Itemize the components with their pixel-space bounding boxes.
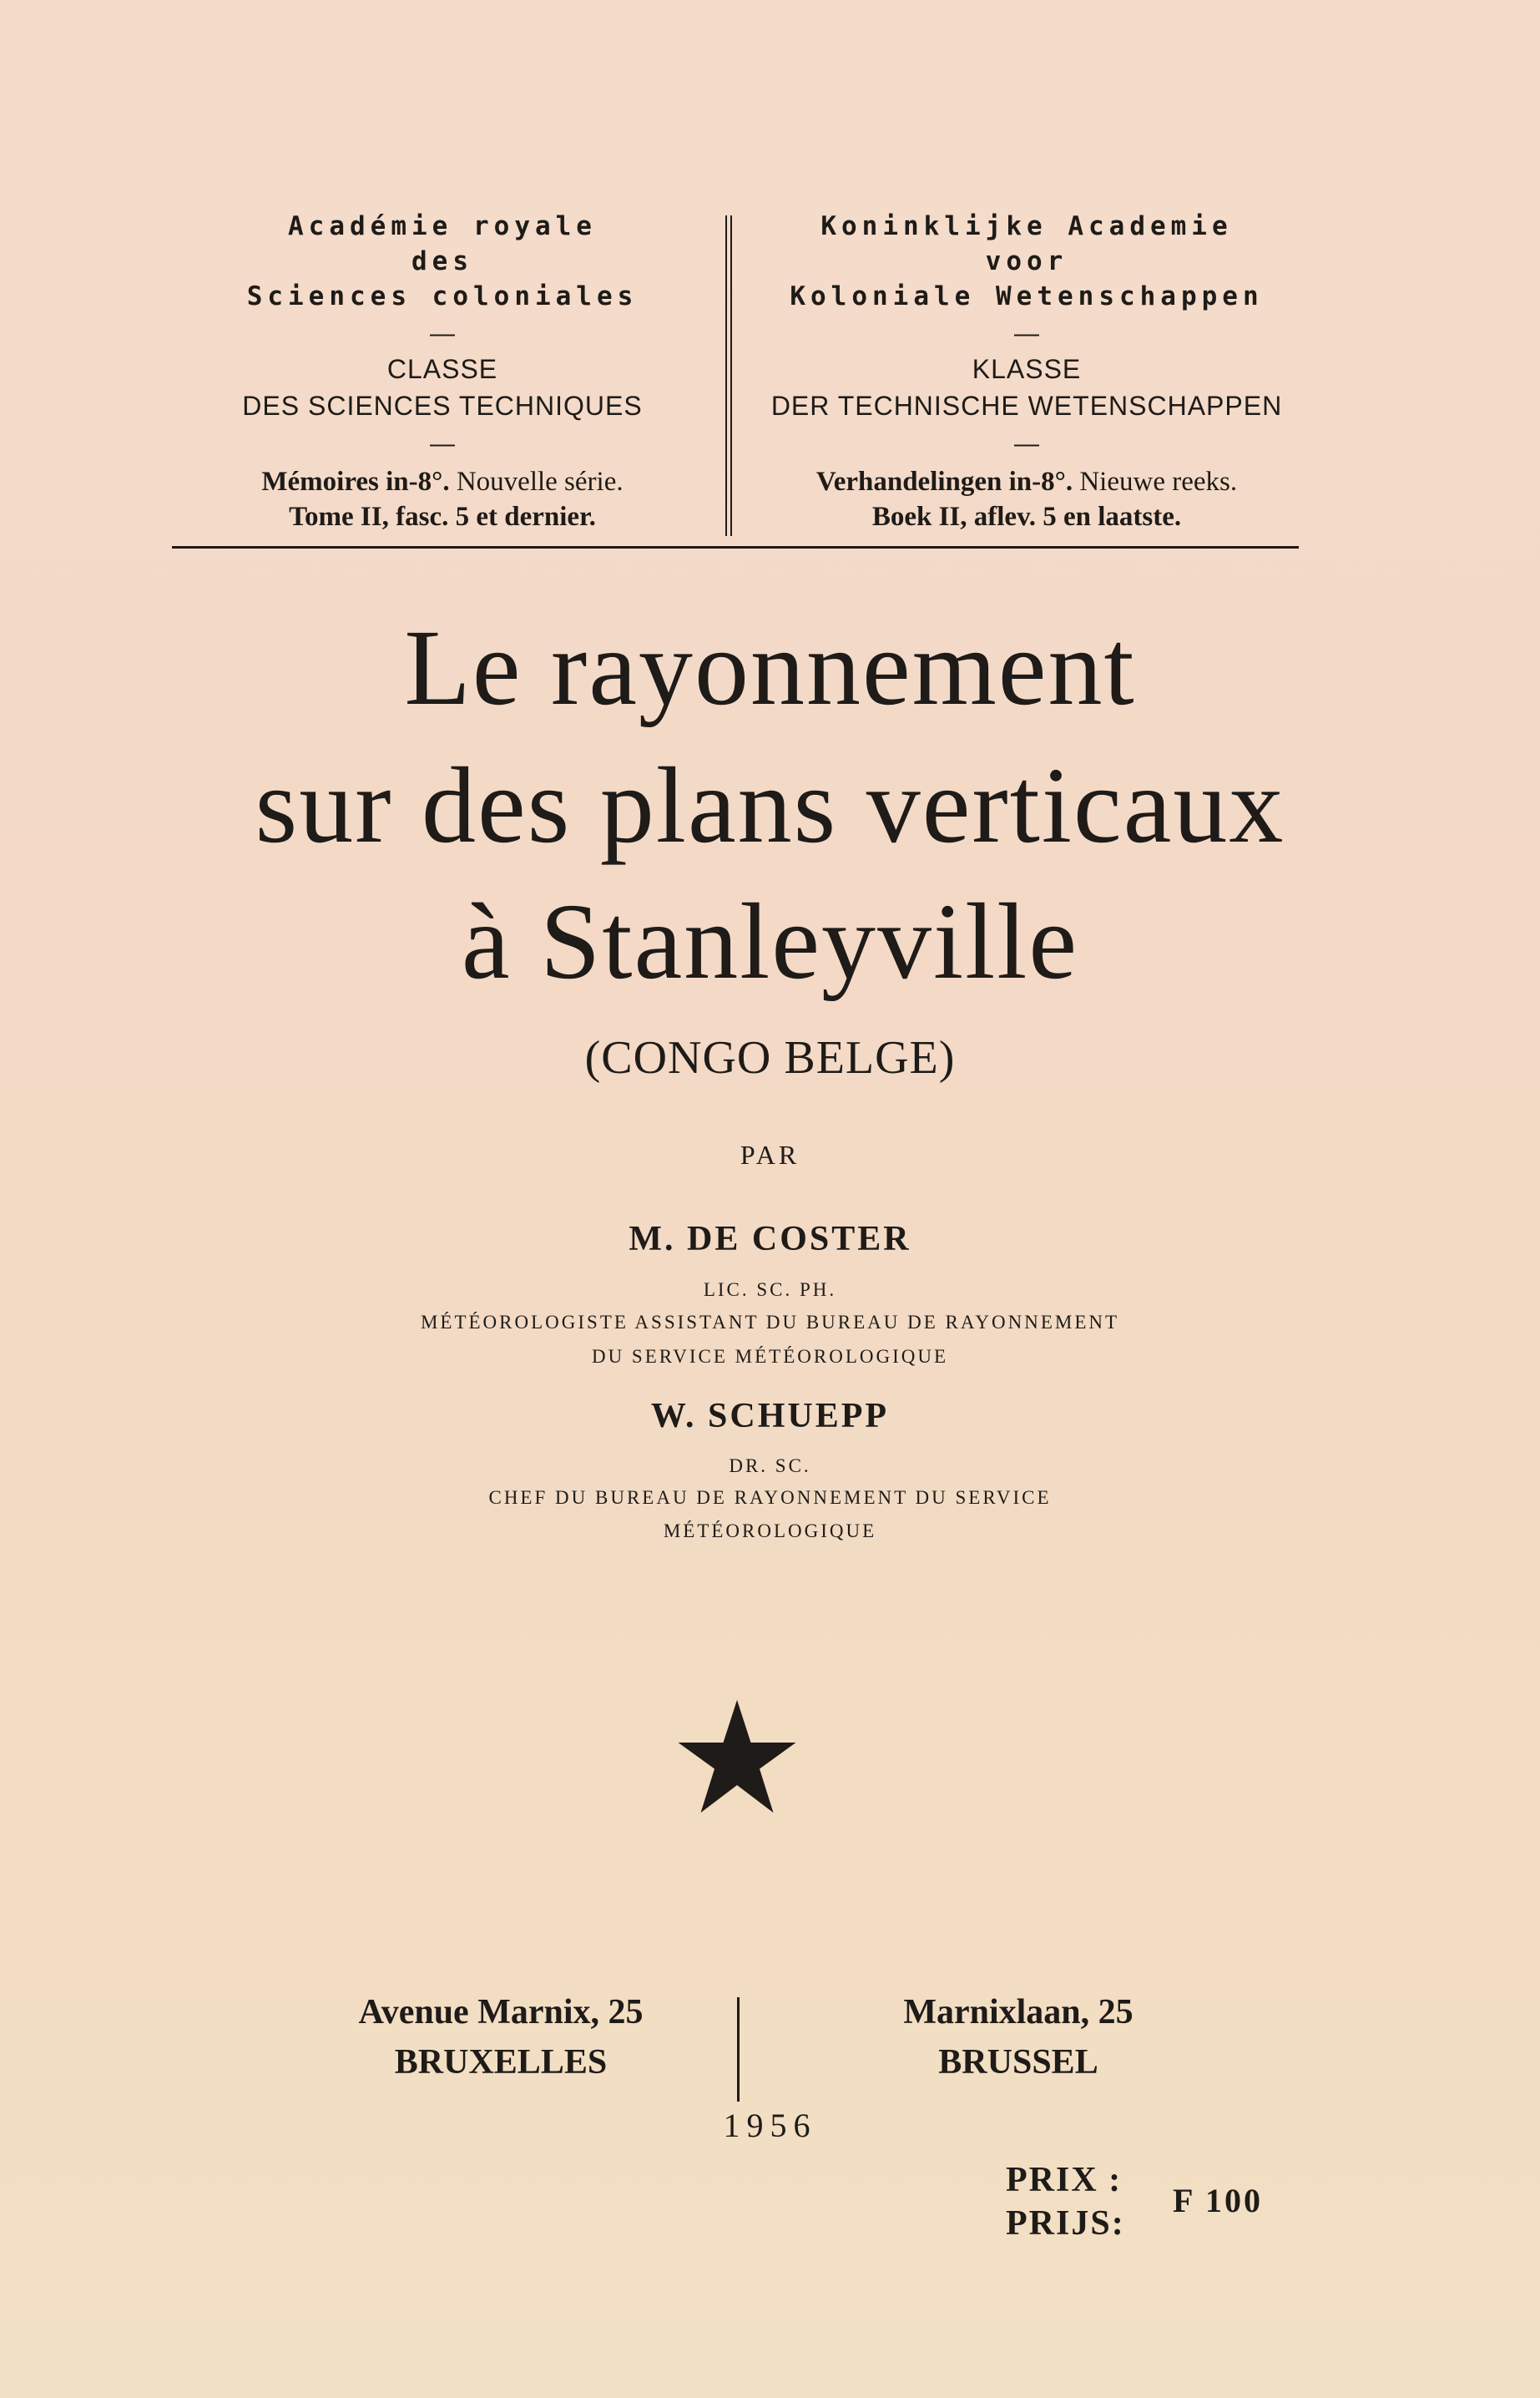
address-nl-street: Marnixlaan, 25 [903, 1993, 1134, 2031]
academy-name-fr-line2: des [412, 246, 473, 276]
subtitle: (CONGO BELGE) [584, 1032, 956, 1084]
title-line-3: à Stanleyville [461, 882, 1079, 1002]
author-2-role-line2: MÉTÉOROLOGIQUE [663, 1520, 877, 1541]
price-label-nl: PRIJS: [1006, 2204, 1125, 2243]
price-label-fr: PRIX : [1006, 2161, 1123, 2199]
title-line-2: sur des plans verticaux [255, 746, 1285, 866]
address-fr-street: Avenue Marnix, 25 [358, 1993, 644, 2031]
academy-name-nl-line1: Koninklijke Academie [820, 211, 1233, 241]
series-nl [735, 464, 1319, 499]
address-nl [785, 1987, 1252, 2087]
author-2-name: W. SCHUEPP [650, 1397, 890, 1435]
classe-fr-line1: CLASSE [386, 354, 498, 384]
author-1-name: M. DE COSTER [629, 1220, 911, 1258]
series-nl-label: Verhandelingen in-8°. [815, 467, 1073, 497]
series-nl-note: Nieuwe reeks. [1073, 467, 1238, 497]
academy-name-fr-line3: Sciences coloniales [246, 281, 639, 311]
address-fr-city: BRUXELLES [394, 2043, 608, 2082]
separator-dash: — [1014, 430, 1039, 458]
volume-nl: Boek II, aflev. 5 en laatste. [871, 502, 1182, 532]
by-line: PAR [740, 1140, 800, 1170]
separator-dash: — [430, 320, 455, 347]
address-fr [267, 1987, 735, 2087]
five-point-star-icon [674, 1695, 800, 1820]
author-2-role-line1: CHEF DU BUREAU DE RAYONNEMENT DU SERVICE [488, 1487, 1052, 1508]
series-fr [150, 464, 735, 499]
author-1-role-line2: DU SERVICE MÉTÉOROLOGIQUE [591, 1346, 949, 1367]
academy-name-nl-line3: Koloniale Wetenschappen [790, 281, 1264, 311]
volume-fr: Tome II, fasc. 5 et dernier. [289, 502, 596, 532]
header-divider [725, 215, 732, 536]
publication-year: 1956 [723, 2107, 817, 2144]
separator-dash: — [430, 430, 455, 458]
author-2-degree: DR. SC. [729, 1455, 811, 1476]
separator-dash: — [1014, 320, 1039, 347]
footer-divider [737, 1997, 740, 2102]
classe-nl-line2: DER TECHNISCHE WETENSCHAPPEN [770, 391, 1283, 421]
header-left-block [150, 209, 735, 534]
header-rule [172, 546, 1299, 549]
academy-name-fr-line1: Académie royale [288, 211, 597, 241]
address-nl-city: BRUSSEL [938, 2043, 1098, 2082]
classe-fr-line2: DES SCIENCES TECHNIQUES [242, 391, 643, 421]
price-value: F 100 [1173, 2182, 1263, 2219]
author-1-degree: LIC. SC. PH. [703, 1279, 837, 1300]
title-line-1: Le rayonnement [404, 608, 1136, 728]
classe-nl-line1: KLASSE [972, 354, 1082, 384]
author-1-role-line1: MÉTÉOROLOGISTE ASSISTANT DU BUREAU DE RAYONNEMENT [420, 1312, 1120, 1333]
series-fr-note: Nouvelle série. [449, 467, 624, 497]
header-right-block [735, 209, 1319, 534]
series-fr-label: Mémoires in-8°. [261, 467, 450, 497]
price-labels [1006, 2158, 1125, 2245]
academy-name-nl-line2: voor [985, 246, 1068, 276]
